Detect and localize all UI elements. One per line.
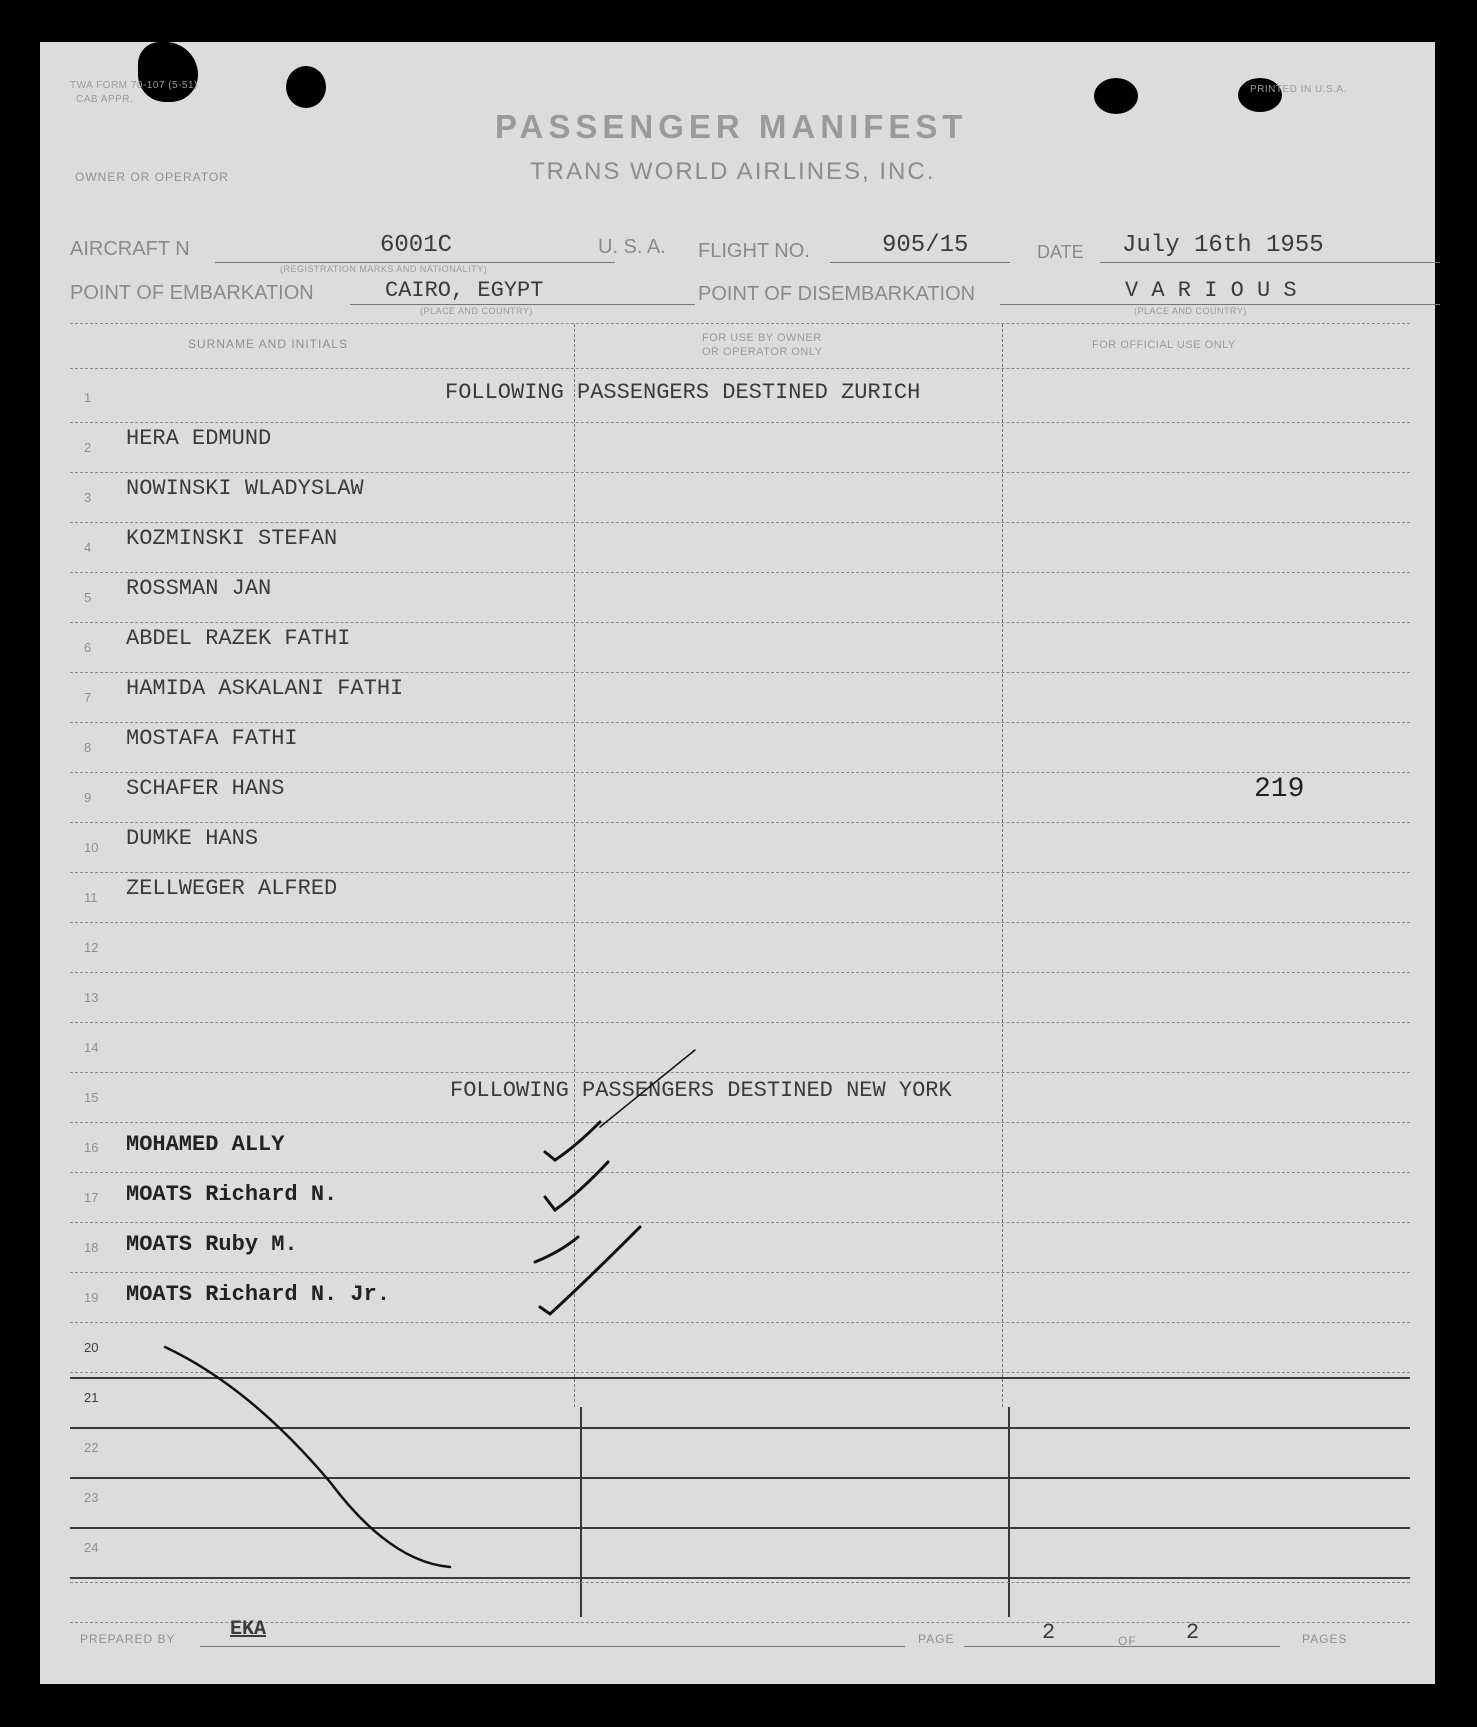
disembark-value: V A R I O U S <box>1125 278 1297 303</box>
page-label: PAGE <box>918 1632 955 1646</box>
of-label: OF <box>1118 1634 1137 1648</box>
line-number: 11 <box>84 890 98 905</box>
passenger-name: HERA EDMUND <box>126 426 272 451</box>
disembark-label: POINT OF DISEMBARKATION <box>698 283 976 305</box>
passenger-name: ZELLWEGER ALFRED <box>126 876 338 901</box>
page-title: PASSENGER MANIFEST <box>495 108 968 145</box>
passenger-name: HAMIDA ASKALANI FATHI <box>126 676 404 701</box>
col-header-owner-1: FOR USE BY OWNER <box>702 332 822 344</box>
line-number: 7 <box>84 690 92 705</box>
destination-heading-zurich: FOLLOWING PASSENGERS DESTINED ZURICH <box>445 380 921 405</box>
passenger-name: MOATS Ruby M. <box>126 1232 298 1257</box>
passenger-name: MOATS Richard N. <box>126 1182 338 1207</box>
check-mark-icon <box>540 1227 640 1314</box>
line-number: 23 <box>84 1490 99 1505</box>
line-number: 24 <box>84 1540 99 1555</box>
line-number: 17 <box>84 1190 99 1205</box>
flight-label: FLIGHT NO. <box>698 240 810 262</box>
official-note: 219 <box>1254 774 1305 805</box>
line-number: 3 <box>84 490 92 505</box>
slash-mark-icon <box>600 1050 695 1127</box>
check-mark-icon <box>545 1122 600 1160</box>
strike-line-icon <box>165 1347 450 1567</box>
col-header-surname: SURNAME AND INITIALS <box>188 337 349 351</box>
of-underline <box>1140 1646 1280 1647</box>
handwritten-marks <box>40 42 1435 1684</box>
check-mark-icon <box>545 1162 608 1210</box>
destination-heading-new-york: FOLLOWING PASSENGERS DESTINED NEW YORK <box>450 1078 952 1103</box>
form-code: TWA FORM 70-107 (5-51) <box>70 80 198 91</box>
of-value: 2 <box>1186 1620 1200 1645</box>
registration-note: (REGISTRATION MARKS AND NATIONALITY) <box>280 264 488 274</box>
line-number: 15 <box>84 1090 99 1105</box>
place-note-disembark: (PLACE AND COUNTRY) <box>1134 306 1247 316</box>
cab-approval: CAB APPR. <box>76 94 134 105</box>
line-number: 16 <box>84 1140 99 1155</box>
line-number: 19 <box>84 1290 99 1305</box>
line-number: 13 <box>84 990 99 1005</box>
embark-label: POINT OF EMBARKATION <box>70 282 314 304</box>
passenger-name: KOZMINSKI STEFAN <box>126 526 338 551</box>
line-number: 10 <box>84 840 99 855</box>
manifest-sheet <box>40 42 1435 1684</box>
line-number: 20 <box>84 1340 99 1355</box>
airline-name: TRANS WORLD AIRLINES, INC. <box>530 158 936 185</box>
date-label: DATE <box>1037 242 1084 262</box>
line-number: 22 <box>84 1440 99 1455</box>
passenger-name: MOSTAFA FATHI <box>126 726 298 751</box>
line-number: 14 <box>84 1040 99 1055</box>
check-mark-icon <box>535 1237 578 1262</box>
line-number: 8 <box>84 740 92 755</box>
owner-label: OWNER OR OPERATOR <box>75 170 229 184</box>
line-number: 5 <box>84 590 92 605</box>
passenger-name: ROSSMAN JAN <box>126 576 272 601</box>
prepared-value: EKA <box>230 1618 267 1641</box>
place-note-embark: (PLACE AND COUNTRY) <box>420 306 533 316</box>
passenger-name: DUMKE HANS <box>126 826 259 851</box>
col-header-owner-2: OR OPERATOR ONLY <box>702 346 823 358</box>
line-number: 2 <box>84 440 92 455</box>
page-value: 2 <box>1042 1620 1056 1645</box>
prepared-label: PREPARED BY <box>80 1632 176 1646</box>
line-number: 18 <box>84 1240 99 1255</box>
line-number: 9 <box>84 790 92 805</box>
line-number: 1 <box>84 390 92 405</box>
embark-value: CAIRO, EGYPT <box>385 278 544 303</box>
col-header-official: FOR OFFICIAL USE ONLY <box>1092 339 1236 351</box>
passenger-name: NOWINSKI WLADYSLAW <box>126 476 364 501</box>
line-number: 12 <box>84 940 99 955</box>
date-value: July 16th 1955 <box>1122 232 1324 259</box>
pages-label: PAGES <box>1302 1632 1348 1646</box>
printed-in: PRINTED IN U.S.A. <box>1250 84 1347 95</box>
passenger-name: MOHAMED ALLY <box>126 1132 285 1157</box>
passenger-name: MOATS Richard N. Jr. <box>126 1282 391 1307</box>
flight-value: 905/15 <box>882 232 969 259</box>
passenger-name: SCHAFER HANS <box>126 776 285 801</box>
line-number: 21 <box>84 1390 99 1405</box>
aircraft-value: 6001C <box>380 232 453 259</box>
passenger-name: ABDEL RAZEK FATHI <box>126 626 351 651</box>
prepared-underline <box>200 1646 905 1647</box>
line-number: 6 <box>84 640 92 655</box>
aircraft-label: AIRCRAFT N <box>70 238 190 260</box>
nationality: U. S. A. <box>598 236 666 258</box>
line-number: 4 <box>84 540 92 555</box>
